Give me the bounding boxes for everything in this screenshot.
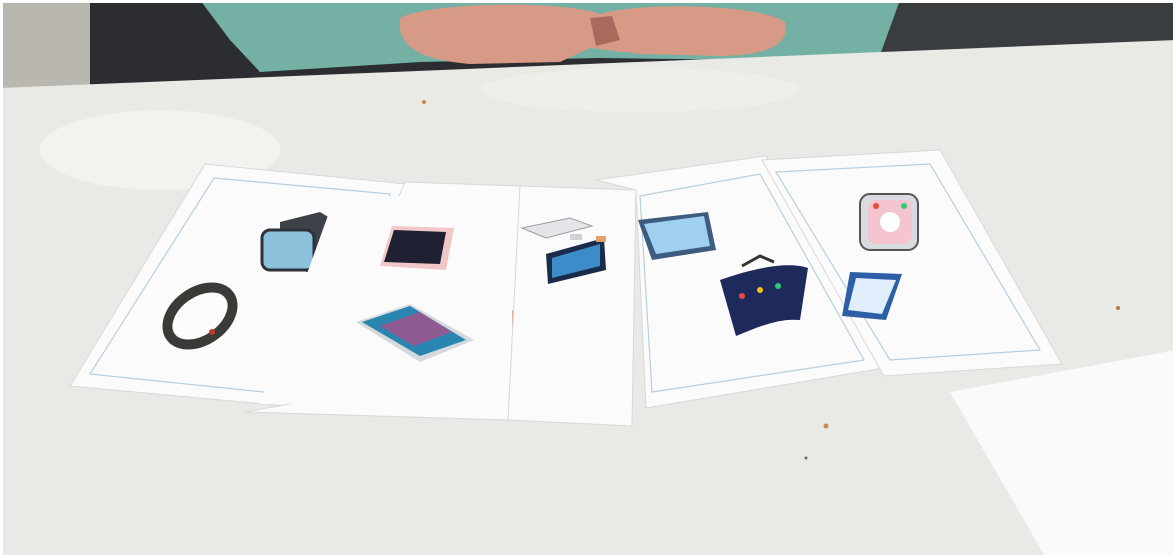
crumb: [422, 100, 426, 104]
crumb: [1116, 306, 1120, 310]
background-wall: [0, 0, 90, 95]
table-glare-2: [480, 68, 800, 112]
card-computers: [508, 186, 636, 426]
kids-phone-watch-icon: [860, 194, 918, 250]
crumb: [824, 424, 829, 429]
crumb: [805, 457, 808, 460]
tablet-icon: [380, 226, 454, 270]
